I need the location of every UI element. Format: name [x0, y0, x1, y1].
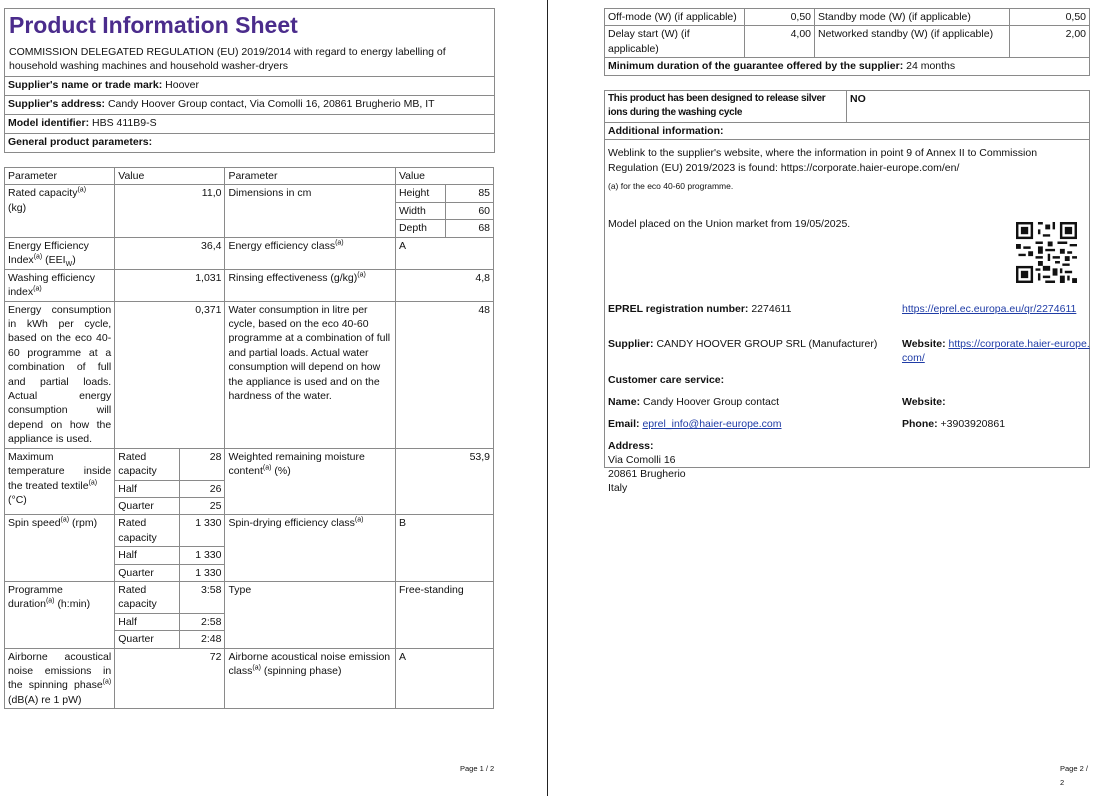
- guarantee-value: 24 months: [906, 60, 956, 73]
- eprel-block: [608, 302, 791, 316]
- max-temp-label: Maximum temperature inside the treated textile$^{(a)}$ (°C): [5, 448, 115, 515]
- phone-label: Phone:: [902, 418, 938, 430]
- delay-value: 4,00: [745, 26, 815, 58]
- placed-on-market: Model placed on the Union market from 19/05/2025.: [608, 218, 851, 230]
- max-temp-quarter-label: Quarter: [115, 497, 179, 514]
- address-label: Address:: [608, 440, 654, 452]
- rinsing-label: Rinsing effectiveness $(g/kg)^{(a)}$: [225, 269, 395, 301]
- care-name-label: Name:: [608, 396, 641, 408]
- qr-code-icon: [1016, 222, 1077, 283]
- max-temp-half-label: Half: [115, 480, 179, 497]
- duration-half-value: 2:58: [179, 613, 225, 630]
- supplier-address-label: Supplier's address:: [8, 97, 106, 110]
- page-1: [0, 0, 546, 796]
- care-name: Candy Hoover Group contact: [643, 396, 780, 408]
- depth-value: 68: [445, 220, 493, 237]
- care-name-block: [608, 395, 779, 409]
- supplier-address: Candy Hoover Group contact, Via Comolli 16, 20861 Brugherio MB, IT: [107, 97, 435, 110]
- energy-cons-label: Energy consumption in kWh per cycle, based on the eco 40-60 programme at a combination of full and partial loads. Actual energy consumption will depend on how the appliance is used.: [5, 301, 115, 448]
- eei-label: Energy Efficiency Index$^{(a)}$ $(EEI_W)$: [5, 237, 115, 269]
- model-identifier: HBS 411B9-S: [92, 116, 157, 129]
- duration-half-label: Half: [115, 613, 179, 630]
- weblink-text: Weblink to the supplier's website, where the information in point 9 of Annex II to Commission Regulation (EU) 2019/2023 is found:: [608, 147, 1038, 174]
- duration-label: Programme duration$^{(a)}$ (h:min): [5, 581, 115, 648]
- washing-eff-label: Washing efficiency index$^{(a)}$: [5, 269, 115, 301]
- weblink-url: https://corporate.haier-europe.com/en/: [780, 161, 960, 174]
- page-number: Page 2 / 2: [1060, 764, 1088, 787]
- col-parameter-2: Parameter: [225, 168, 395, 185]
- email-link[interactable]: eprel_info@haier-europe.com: [642, 418, 782, 430]
- duration-rated-value: 3:58: [179, 581, 225, 613]
- email-block: [608, 417, 782, 431]
- header-table: [4, 8, 495, 153]
- energy-class-label: Energy efficiency class$^{(a)}$: [225, 237, 395, 269]
- guarantee-label: Minimum duration of the guarantee offered by the supplier:: [608, 60, 904, 73]
- silver-value: NO: [847, 91, 1090, 123]
- col-value-2: Value: [395, 168, 493, 185]
- silver-label: This product has been designed to release silver ions during the washing cycle: [605, 91, 847, 123]
- max-temp-quarter-value: 25: [179, 497, 225, 514]
- washing-eff-value: 1,031: [115, 269, 225, 301]
- eei-value: 36,4: [115, 237, 225, 269]
- website-block: [902, 337, 1090, 365]
- water-cons-value: 48: [395, 301, 493, 448]
- standby-label: Standby mode (W) (if applicable): [815, 9, 1010, 26]
- regulation-text: COMMISSION DELEGATED REGULATION (EU) 2019/2014 with regard to energy labelling of household washing machines and household washer-dryers: [9, 46, 446, 73]
- rinsing-value: 4,8: [395, 269, 493, 301]
- supplier-label: Supplier:: [608, 338, 654, 350]
- networked-label: Networked standby (W) (if applicable): [815, 26, 1010, 58]
- additional-label: Additional information:: [605, 122, 1090, 139]
- max-temp-rated-label: Rated capacity: [115, 448, 179, 480]
- supplier-name: Hoover: [165, 78, 199, 91]
- email-label: Email:: [608, 418, 640, 430]
- rated-capacity-label: Rated capacity$^{(a)}$ (kg): [5, 185, 115, 237]
- noise-class-label: Airborne acoustical noise emission class$^{(a)}$ (spinning phase): [225, 648, 395, 709]
- address-line-3: Italy: [608, 482, 628, 494]
- page-2: [547, 0, 1093, 796]
- address-line-1: Via Comolli 16: [608, 454, 676, 466]
- spin-quarter-value: 1 330: [179, 564, 225, 581]
- col-value: Value: [115, 168, 225, 185]
- spin-rated-label: Rated capacity: [115, 515, 179, 547]
- dimensions-label: Dimensions in cm: [225, 185, 395, 237]
- spin-class-value: B: [395, 515, 493, 582]
- supplier-value: CANDY HOOVER GROUP SRL (Manufacturer): [656, 338, 878, 350]
- height-value: 85: [445, 185, 493, 202]
- footnote: (a) for the eco 40-60 programme.: [608, 181, 734, 192]
- spin-rated-value: 1 330: [179, 515, 225, 547]
- energy-class-value: A: [395, 237, 493, 269]
- depth-label: Depth: [395, 220, 445, 237]
- address-line-2: 20861 Brugherio: [608, 468, 686, 480]
- width-value: 60: [445, 202, 493, 219]
- energy-cons-value: 0,371: [115, 301, 225, 448]
- type-label: Type: [225, 581, 395, 648]
- website-link[interactable]: https://corporate.haier-europe.com/: [902, 338, 1090, 364]
- spin-half-label: Half: [115, 547, 179, 564]
- spin-class-label: Spin-drying efficiency class$^{(a)}$: [225, 515, 395, 582]
- parameters-table: [4, 167, 494, 709]
- water-cons-label: Water consumption in litre per cycle, based on the eco 40-60 programme at a combination of full and partial loads. Actual water consumption will depend on how the appliance is used and on the hardness of the water.: [225, 301, 395, 448]
- table-header-row: [5, 168, 494, 185]
- col-parameter: Parameter: [5, 168, 115, 185]
- noise-class-value: A: [395, 648, 493, 709]
- eprel-label: EPREL registration number:: [608, 303, 749, 315]
- width-label: Width: [395, 202, 445, 219]
- spin-quarter-label: Quarter: [115, 564, 179, 581]
- rated-capacity-value: 11,0: [115, 185, 225, 237]
- phone-value: +3903920861: [940, 418, 1006, 430]
- off-mode-label: Off-mode (W) (if applicable): [605, 9, 745, 26]
- type-value: Free-standing: [395, 581, 493, 648]
- care-website-label: Website:: [902, 396, 946, 408]
- page-number: Page 1 / 2: [460, 764, 495, 773]
- networked-value: 2,00: [1010, 26, 1090, 58]
- spin-speed-label: Spin speed$^{(a)}$ (rpm): [5, 515, 115, 582]
- moisture-label: Weighted remaining moisture content$^{(a)}$ (%): [225, 448, 395, 515]
- standby-value: 0,50: [1010, 9, 1090, 26]
- eprel-number: 2274611: [751, 303, 792, 315]
- max-temp-rated-value: 28: [179, 448, 225, 480]
- eprel-link[interactable]: https://eprel.ec.europa.eu/qr/2274611: [902, 303, 1077, 315]
- height-label: Height: [395, 185, 445, 202]
- supplier-name-label: Supplier's name or trade mark:: [8, 78, 163, 91]
- website-label: Website:: [902, 338, 946, 350]
- supplier-block: [608, 337, 877, 351]
- model-label: Model identifier:: [8, 116, 90, 129]
- delay-label: Delay start (W) (if applicable): [605, 26, 745, 58]
- duration-quarter-value: 2:48: [179, 631, 225, 648]
- page-title: Product Information Sheet: [9, 12, 298, 38]
- off-mode-value: 0,50: [745, 9, 815, 26]
- duration-rated-label: Rated capacity: [115, 581, 179, 613]
- address-block: [608, 439, 686, 495]
- moisture-value: 53,9: [395, 448, 493, 515]
- phone-block: [902, 417, 1005, 431]
- general-params-label: General product parameters:: [5, 133, 495, 152]
- customer-care-label: Customer care service:: [608, 374, 725, 386]
- spin-half-value: 1 330: [179, 547, 225, 564]
- max-temp-half-value: 26: [179, 480, 225, 497]
- noise-label: Airborne acoustical noise emissions in the spinning phase$^{(a)}$ (dB(A) re 1 pW): [5, 648, 115, 709]
- power-table: [604, 8, 1090, 76]
- noise-value: 72: [115, 648, 225, 709]
- duration-quarter-label: Quarter: [115, 631, 179, 648]
